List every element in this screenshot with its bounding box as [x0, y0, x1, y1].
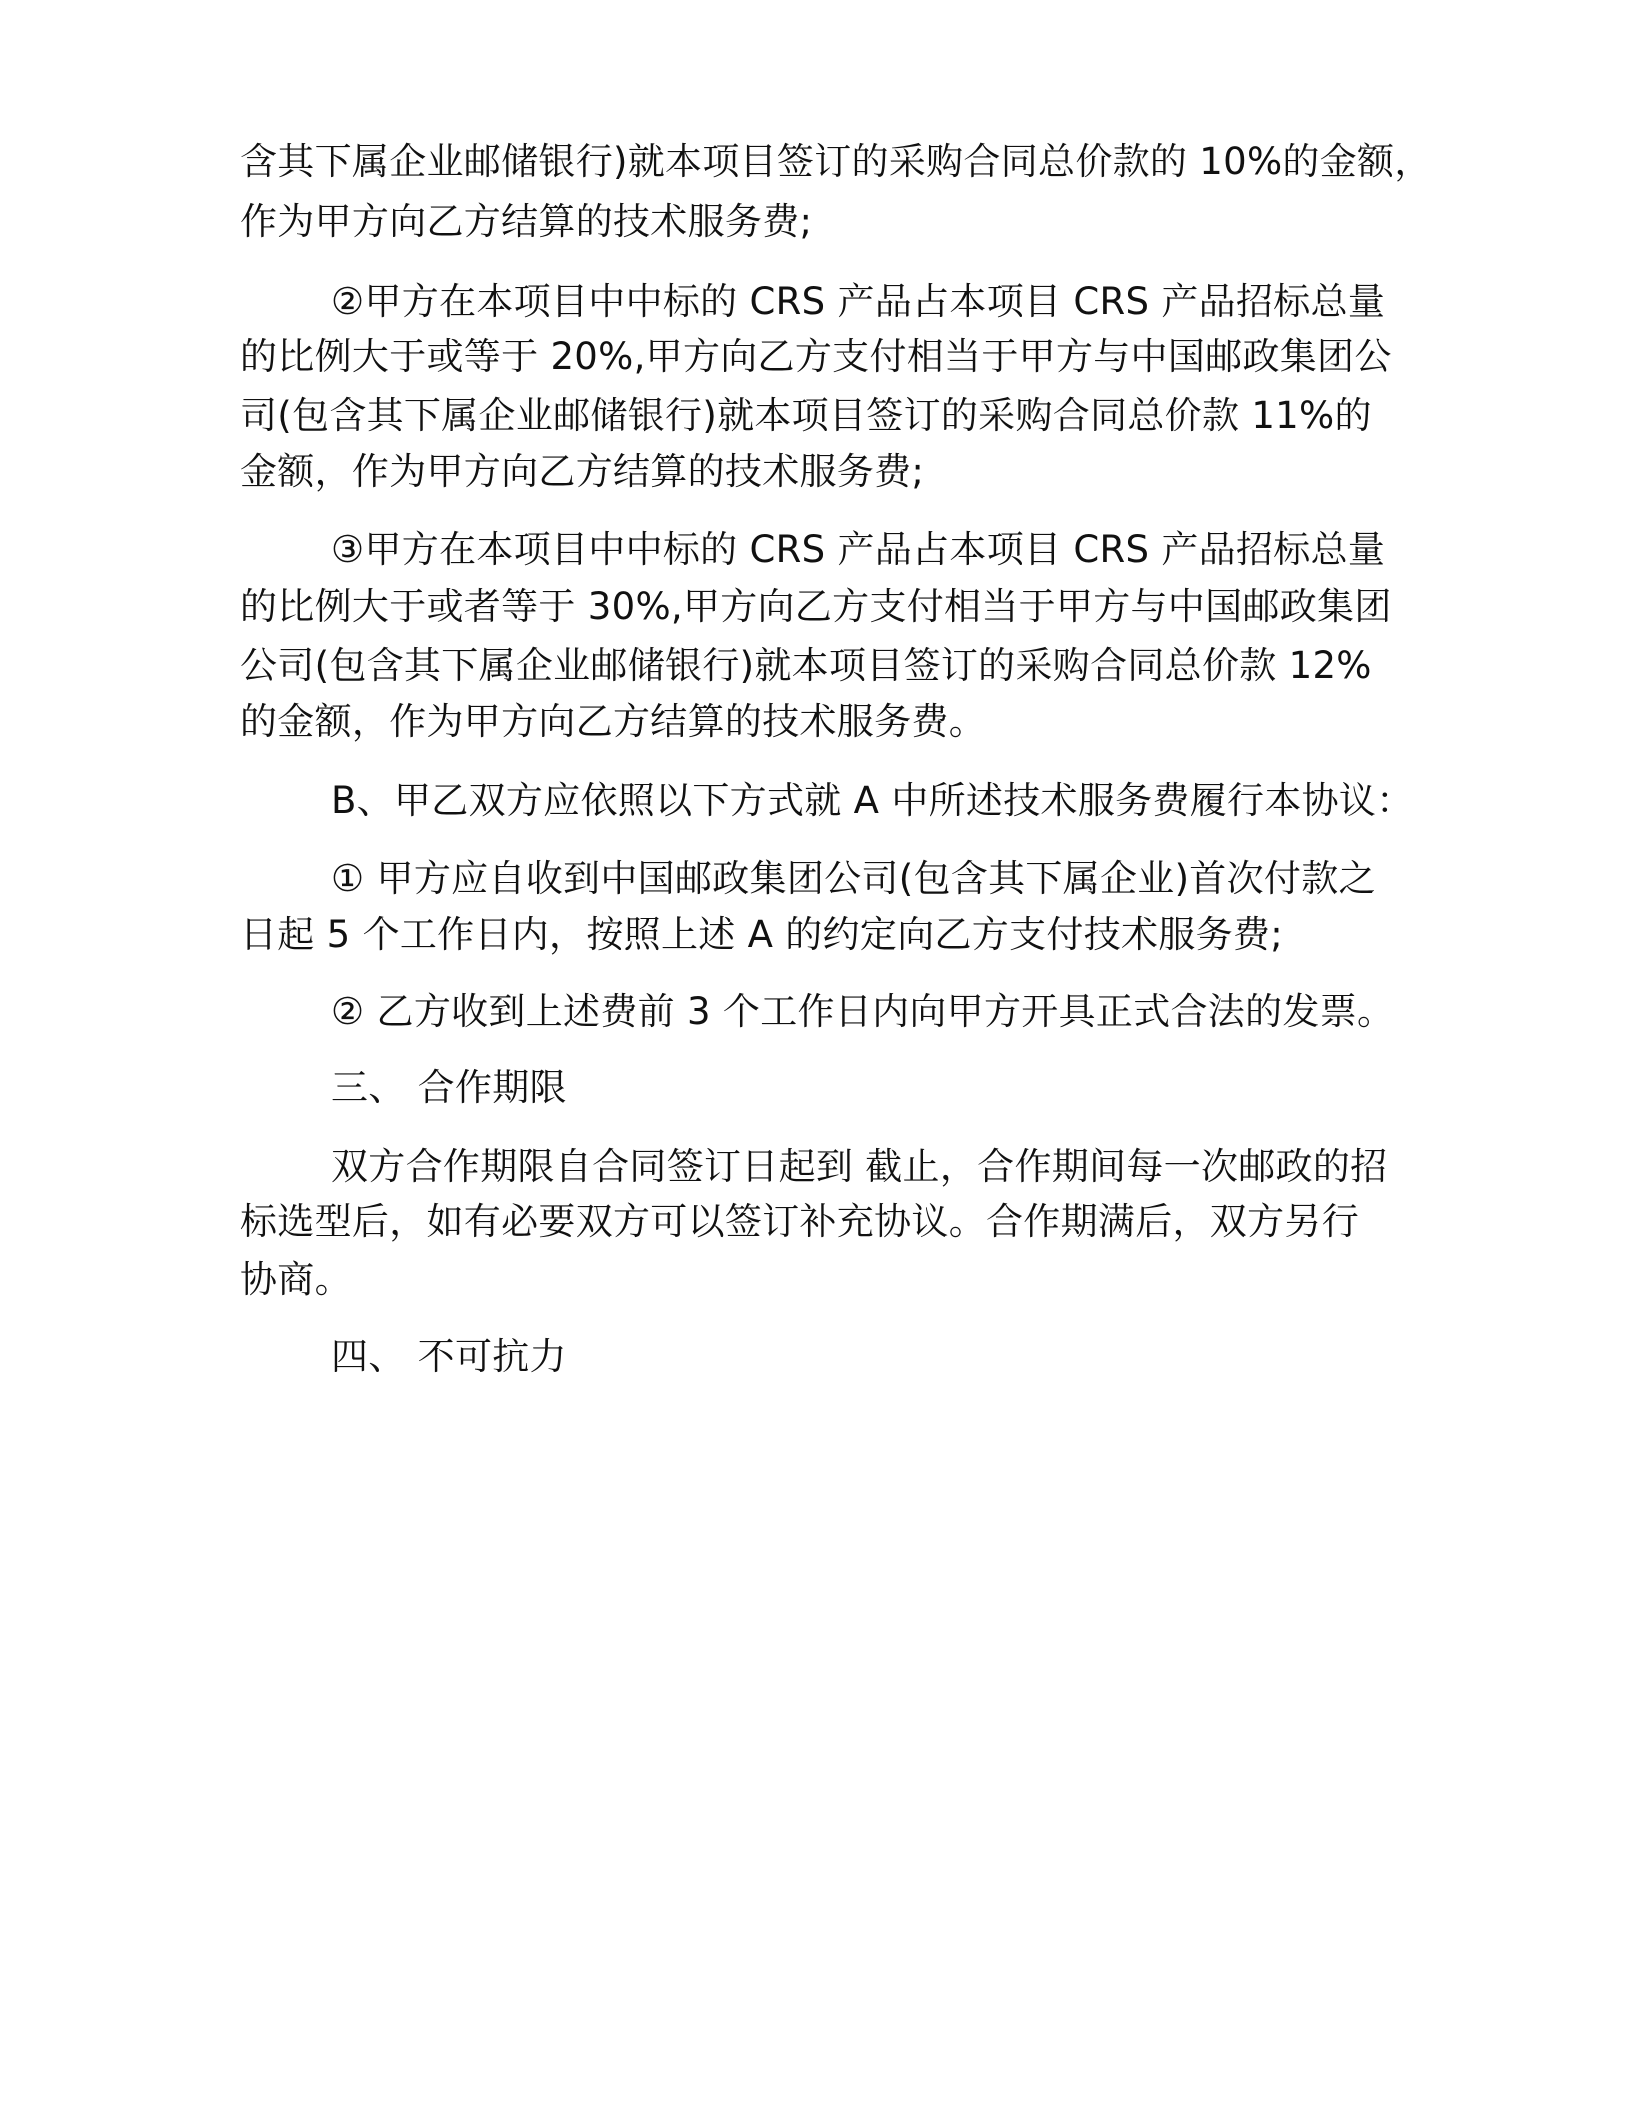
text-line-4: 的比例大于或等于 20%,甲方向乙方支付相当于甲方与中国邮政集团公	[240, 335, 1392, 378]
text-line-1: 含其下属企业邮储银行)就本项目签订的采购合同总价款的 10%的金额，	[240, 140, 1432, 183]
text-line-13: 日起 5 个工作日内，按照上述 A 的约定向乙方支付技术服务费;	[240, 913, 1283, 956]
text-line-7: ③甲方在本项目中中标的 CRS 产品占本项目 CRS 产品招标总量	[331, 528, 1386, 571]
section-heading-cooperation-term: 三、 合作期限	[331, 1066, 567, 1109]
text-line-11: B、甲乙双方应依照以下方式就 A 中所述技术服务费履行本协议：	[331, 779, 1414, 822]
text-line-17: 标选型后，如有必要双方可以签订补充协议。合作期满后，双方另行	[240, 1200, 1359, 1243]
text-line-16: 双方合作期限自合同签订日起到 截止，合作期间每一次邮政的招	[331, 1145, 1388, 1188]
text-line-5: 司(包含其下属企业邮储银行)就本项目签订的采购合同总价款 11%的	[240, 394, 1372, 437]
text-line-9: 公司(包含其下属企业邮储银行)就本项目签订的采购合同总价款 12%	[240, 644, 1372, 687]
text-line-2: 作为甲方向乙方结算的技术服务费;	[240, 200, 813, 243]
text-line-14: ② 乙方收到上述费前 3 个工作日内向甲方开具正式合法的发票。	[331, 990, 1395, 1033]
text-line-10: 的金额，作为甲方向乙方结算的技术服务费。	[240, 700, 986, 743]
text-line-8: 的比例大于或者等于 30%,甲方向乙方支付相当于甲方与中国邮政集团	[240, 585, 1392, 628]
text-line-3: ②甲方在本项目中中标的 CRS 产品占本项目 CRS 产品招标总量	[331, 280, 1386, 323]
section-heading-force-majeure: 四、 不可抗力	[331, 1335, 567, 1378]
text-line-12: ① 甲方应自收到中国邮政集团公司(包含其下属企业)首次付款之	[331, 857, 1376, 900]
text-line-6: 金额，作为甲方向乙方结算的技术服务费;	[240, 450, 925, 493]
text-line-18: 协商。	[240, 1258, 352, 1301]
